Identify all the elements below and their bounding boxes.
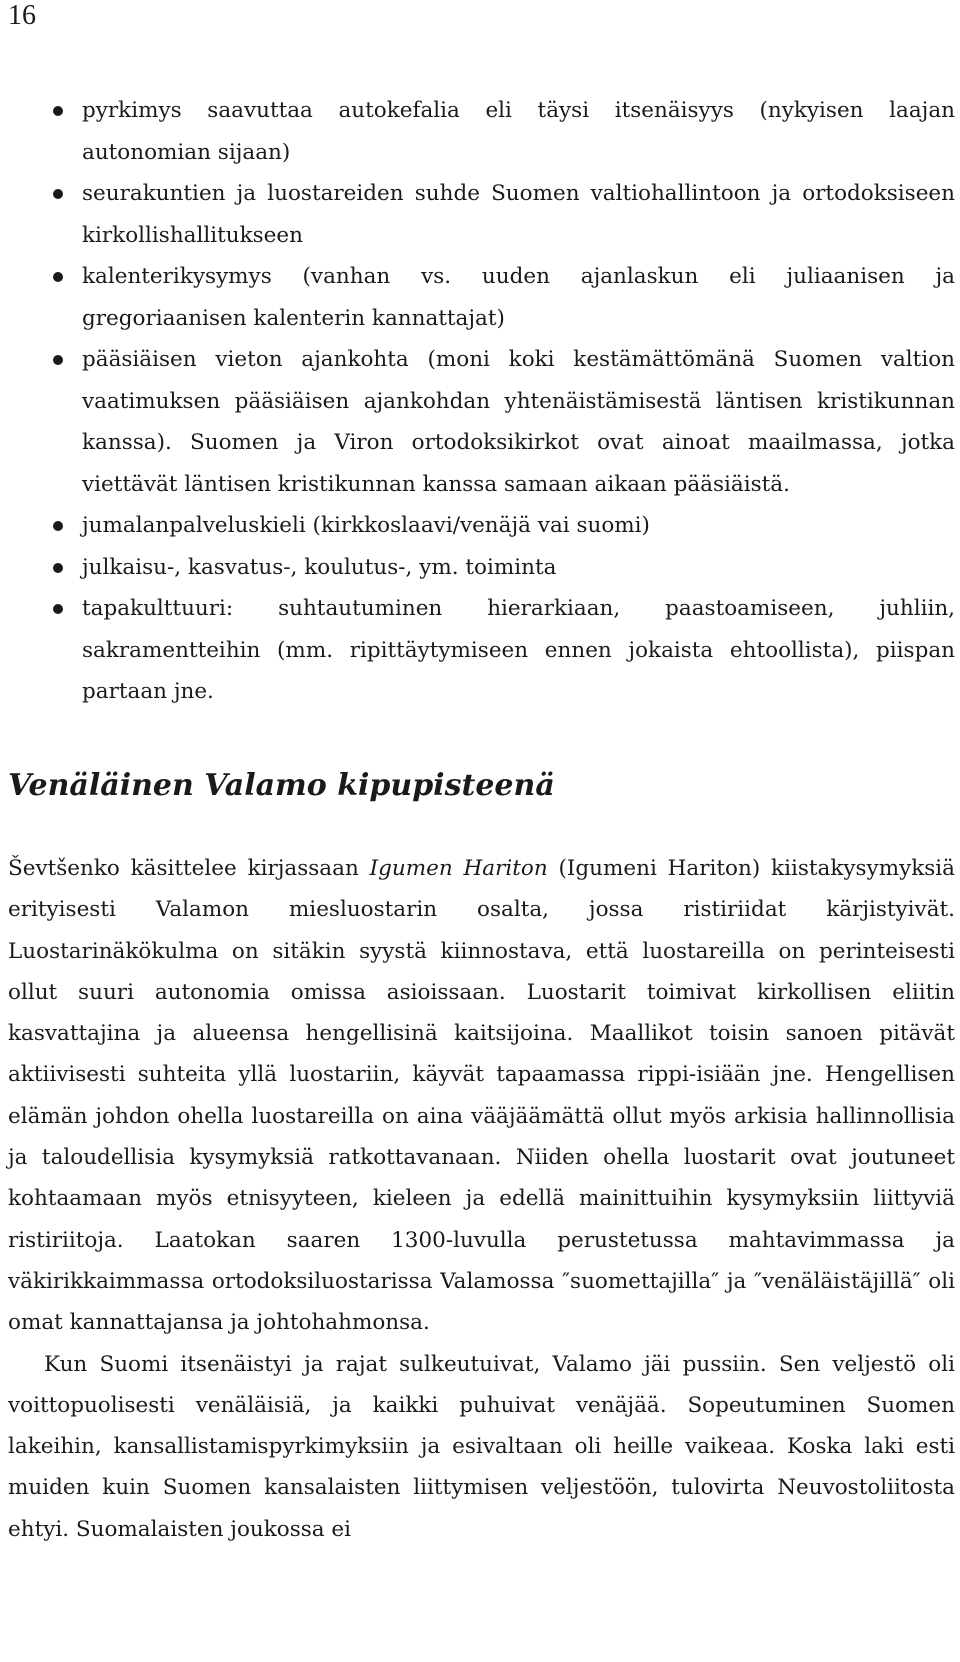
list-item-text: pyrkimys saavuttaa autokefalia eli täysi itsenäisyys (nykyisen laajan autonomian sijaan) — [82, 98, 955, 165]
list-item-text: pääsiäisen vieton ajankohta (moni koki kestämättömänä Suomen valtion vaatimuksen pääsiäisen ajankohdan yhtenäistämisestä läntisen kristikunnan kanssa). Suomen ja Viron ortodoksikirkot ovat ainoat maailmassa, jotka viettävät läntisen kristikunnan kanssa samaan aikaan pääsiäistä. — [82, 347, 955, 497]
bullet-icon — [53, 563, 63, 573]
list-item — [50, 588, 955, 713]
list-item — [50, 547, 955, 589]
bullet-icon — [53, 604, 63, 614]
list-item-text: kalenterikysymys (vanhan vs. uuden ajanlaskun eli juliaanisen ja gregoriaanisen kalenterin kannattajat) — [82, 264, 955, 331]
bullet-icon — [53, 355, 63, 365]
bullet-icon — [53, 189, 63, 199]
page-number: 16 — [8, 0, 36, 31]
section-heading: Venäläinen Valamo kipupisteenä — [8, 768, 555, 803]
body-text — [8, 848, 955, 1550]
paragraph-text: Ševtšenko käsittelee kirjassaan — [8, 856, 370, 881]
list-item — [50, 339, 955, 505]
issue-list — [50, 90, 955, 713]
list-item — [50, 173, 955, 256]
paragraph: Kun Suomi itsenäistyi ja rajat sulkeutuivat, Valamo jäi pussiin. Sen veljestö oli voittopuolisesti venäläisiä, ja kaikki puhuivat venäjää. Sopeutuminen Suomen lakeihin, kansallistamispyrkimyksiin ja esivaltaan oli heille vaikeaa. Koska laki esti muiden kuin Suomen kansalaisten liittymisen veljestöön, tulovirta Neuvostoliitosta ehtyi. Suomalaisten joukossa ei — [8, 1351, 955, 1542]
list-item-text: julkaisu-, kasvatus-, koulutus-, ym. toiminta — [82, 554, 557, 580]
list-item — [50, 256, 955, 339]
paragraph-text: (Igumeni Hariton) kiistakysymyksiä erityisesti Valamon miesluostarin osalta, jossa ristiriidat kärjistyivät. Luostarinäkökulma on sitäkin syystä kiinnostava, että luostareilla on perinteisesti ollut suuri autonomia omissa asioissaan. Luostarit toimivat kirkollisen eliitin kasvattajina ja alueensa hengellisinä kaitsijoina. Maallikot toisin sanoen pitävät aktiivisesti suhteita yllä luostariin, käyvät tapaamassa rippi-isiään jne. Hengellisen elämän johdon ohella luostareilla on aina vääjäämättä ollut myös arkisia hallinnollisia ja taloudellisia kysymyksiä ratkottavanaan. Niiden ohella luostarit ovat joutuneet kohtaamaan myös etnisyyteen, kieleen ja edellä mainittuihin kysymyksiin liittyviä ristiriitoja. Laatokan saaren 1300-luvulla perustetussa mahtavimmassa ja väkirikkaimmassa ortodoksiluostarissa Valamossa ″suomettajilla″ ja ″venäläistäjillä″ oli omat kannattajansa ja johtohahmonsa. — [8, 856, 955, 1336]
bullet-icon — [53, 521, 63, 531]
list-item — [50, 505, 955, 547]
list-item — [50, 90, 955, 173]
bullet-icon — [53, 272, 63, 282]
paragraph — [8, 848, 955, 1344]
list-item-text: tapakulttuuri: suhtautuminen hierarkiaan, paastoamiseen, juhliin, sakramentteihin (mm. ripittäytymiseen ennen jokaista ehtoollista), piispan partaan jne. — [82, 596, 955, 704]
list-item-text: seurakuntien ja luostareiden suhde Suomen valtiohallintoon ja ortodoksiseen kirkollishallitukseen — [82, 181, 955, 248]
book-title: Igumen Hariton — [369, 856, 548, 881]
bullet-icon — [53, 106, 63, 116]
list-item-text: jumalanpalveluskieli (kirkkoslaavi/venäjä vai suomi) — [82, 513, 650, 538]
